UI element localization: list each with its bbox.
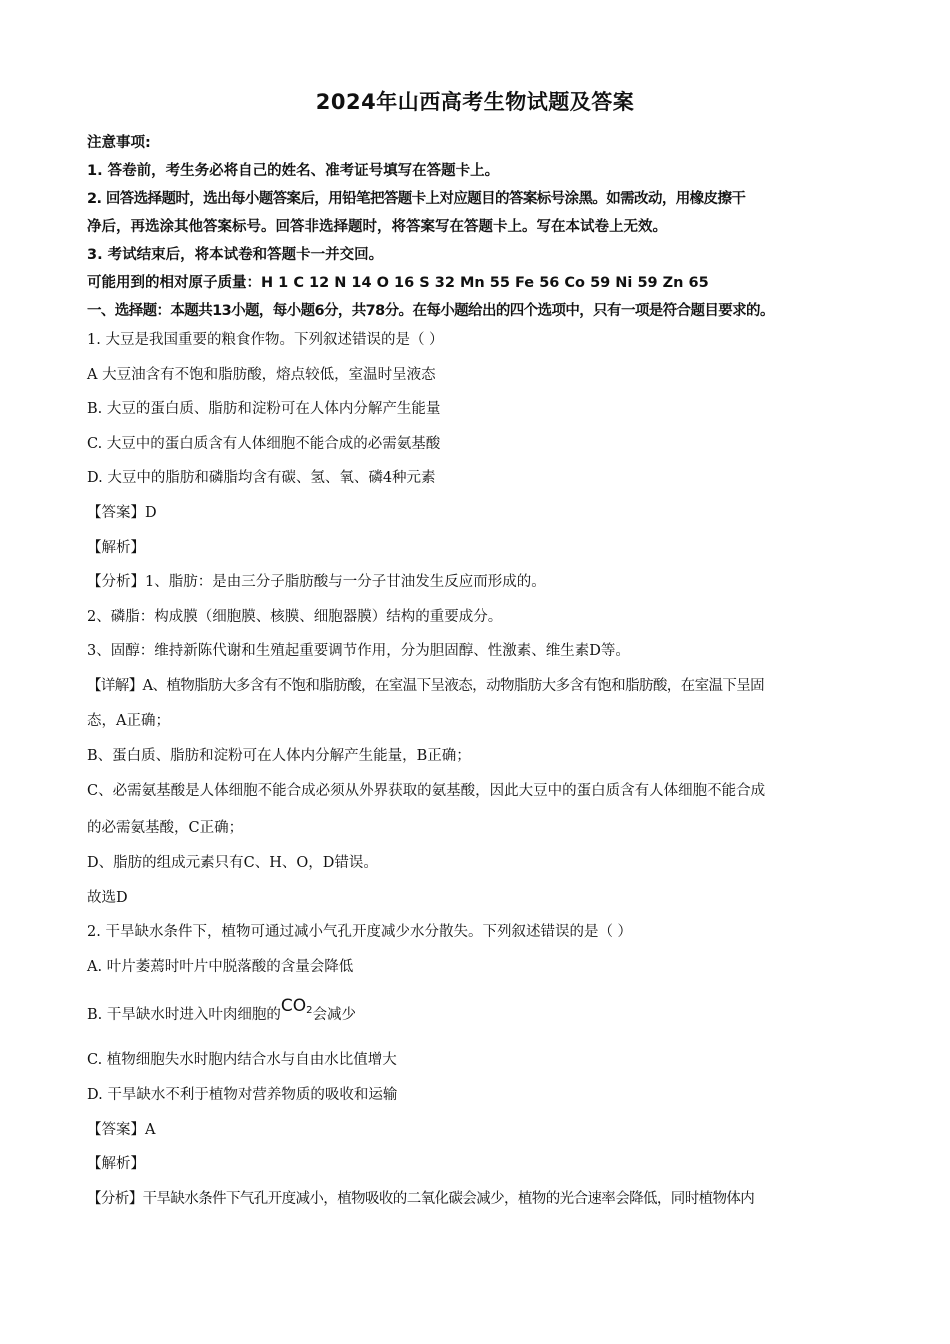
q2-answer: 【答案】A xyxy=(87,1122,156,1138)
section-heading: 一、选择题：本题共13小题，每小题6分，共78分。在每小题给出的四个选项中，只有一项是符合题目要求的。 xyxy=(87,303,774,319)
q1-conclusion: 故选D xyxy=(87,890,128,906)
notes-item-3: 3. 考试结束后，将本试卷和答题卡一并交回。 xyxy=(87,247,384,263)
q2-option-b-text: B. 干旱缺水时进入叶肉细胞的 xyxy=(87,1007,281,1023)
q1-analysis-label: 【解析】 xyxy=(87,540,145,556)
q1-stem: 1. 大豆是我国重要的粮食作物。下列叙述错误的是（ ） xyxy=(87,332,444,348)
page-title: 2024年山西高考生物试题及答案 xyxy=(315,90,635,114)
q1-fenxi-3: 3、固醇：维持新陈代谢和生殖起重要调节作用，分为胆固醇、性激素、维生素D等。 xyxy=(87,643,630,659)
q1-fenxi-1: 【分析】1、脂肪：是由三分子脂肪酸与一分子甘油发生反应而形成的。 xyxy=(87,574,546,590)
q1-detail-b: B、蛋白质、脂肪和淀粉可在人体内分解产生能量，B正确； xyxy=(87,748,471,764)
q2-option-b-suffix: 会减少 xyxy=(312,1007,357,1023)
q2-stem: 2. 干旱缺水条件下，植物可通过减小气孔开度减少水分散失。下列叙述错误的是（ ） xyxy=(87,924,633,940)
q1-detail-c2: 的必需氨基酸，C正确； xyxy=(87,820,244,836)
q2-option-a: A. 叶片萎蔫时叶片中脱落酸的含量会降低 xyxy=(87,959,354,975)
q1-detail-a1: 【详解】A、植物脂肪大多含有不饱和脂肪酸，在室温下呈液态，动物脂肪大多含有饱和脂肪酸，在室温下呈固 xyxy=(87,678,765,694)
q2-option-d: D. 干旱缺水不利于植物对营养物质的吸收和运输 xyxy=(87,1087,398,1103)
q2-analysis-label: 【解析】 xyxy=(87,1156,145,1172)
q1-detail-a2: 态，A正确； xyxy=(87,713,170,729)
notes-item-2a: 2. 回答选择题时，选出每小题答案后，用铅笔把答题卡上对应题目的答案标号涂黑。如需改动，用橡皮擦干 xyxy=(87,191,746,207)
q2-fenxi-1: 【分析】干旱缺水条件下气孔开度减小，植物吸收的二氧化碳会减少，植物的光合速率会降低，同时植物体内 xyxy=(87,1191,755,1207)
notes-heading: 注意事项: xyxy=(87,135,151,151)
q2-option-b xyxy=(87,996,357,1027)
q1-detail-c1: C、必需氨基酸是人体细胞不能合成必须从外界获取的氨基酸，因此大豆中的蛋白质含有人体细胞不能合成 xyxy=(87,783,766,799)
q1-fenxi-2: 2、磷脂：构成膜（细胞膜、核膜、细胞器膜）结构的重要成分。 xyxy=(87,609,503,625)
q1-option-b: B. 大豆的蛋白质、脂肪和淀粉可在人体内分解产生能量 xyxy=(87,401,441,417)
q1-option-a: A 大豆油含有不饱和脂肪酸，熔点较低，室温时呈液态 xyxy=(87,367,436,383)
q1-detail-d: D、脂肪的组成元素只有C、H、O，D错误。 xyxy=(87,855,378,871)
atomic-masses: 可能用到的相对原子质量：H 1 C 12 N 14 O 16 S 32 Mn 55 Fe 56 Co 59 Ni 59 Zn 65 xyxy=(87,275,709,291)
notes-item-2b: 净后，再选涂其他答案标号。回答非选择题时，将答案写在答题卡上。写在本试卷上无效。 xyxy=(87,219,667,235)
notes-item-1: 1. 答卷前，考生务必将自己的姓名、准考证号填写在答题卡上。 xyxy=(87,163,500,179)
q2-option-c: C. 植物细胞失水时胞内结合水与自由水比值增大 xyxy=(87,1052,397,1068)
q1-answer: 【答案】D xyxy=(87,505,157,521)
q1-option-d: D. 大豆中的脂肪和磷脂均含有碳、氢、氧、磷4种元素 xyxy=(87,470,436,486)
co2-formula: $CO_2$ xyxy=(280,996,313,1016)
q1-option-c: C. 大豆中的蛋白质含有人体细胞不能合成的必需氨基酸 xyxy=(87,436,441,452)
